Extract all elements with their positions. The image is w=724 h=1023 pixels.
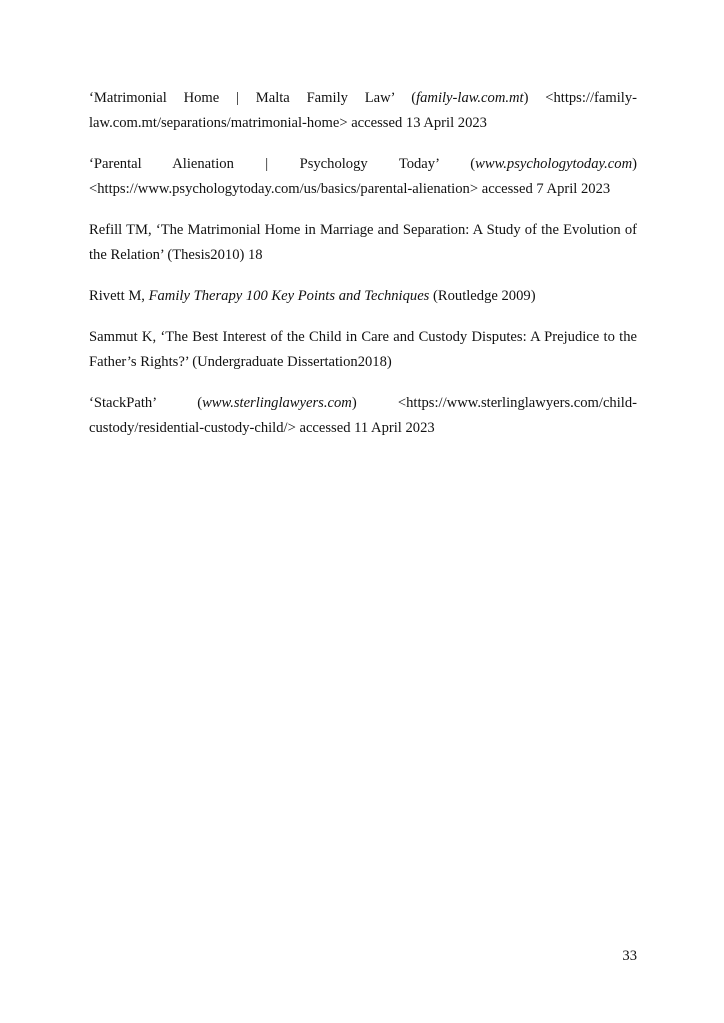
entry-text: Rivett M, xyxy=(89,288,149,304)
entry-text: ‘Matrimonial Home | Malta Family Law’ ( xyxy=(89,90,417,106)
entry-website: www.sterlinglawyers.com xyxy=(202,395,352,411)
bibliography-entry xyxy=(89,325,637,375)
bibliography-entry xyxy=(89,284,637,309)
entry-website: www.psychologytoday.com xyxy=(475,156,633,172)
entry-text: ) <https://www.sterlinglawyers.com/child-custody/residential-custody-child/> accessed 11 April 2023 xyxy=(89,395,637,436)
entry-text: ‘Parental Alienation | Psychology Today’ ( xyxy=(89,156,476,172)
entry-text: ‘StackPath’ ( xyxy=(89,395,203,411)
entry-text: Sammut K, ‘The Best Interest of the Child in Care and Custody Disputes: A Prejudice to the Father’s Rights?’ (Undergraduate Dissertation2018) xyxy=(89,329,637,370)
entry-book-title: Family Therapy 100 Key Points and Techniques xyxy=(148,288,430,304)
entry-text: ) <https://www.psychologytoday.com/us/basics/parental-alienation> accessed 7 April 2023 xyxy=(89,156,637,197)
entry-website: family-law.com.mt xyxy=(416,90,524,106)
page-number: 33 xyxy=(622,948,637,964)
entry-text: (Routledge 2009) xyxy=(429,288,536,304)
bibliography-entry xyxy=(89,391,637,441)
entry-text: Refill TM, ‘The Matrimonial Home in Marriage and Separation: A Study of the Evolution of the Relation’ (Thesis2010) 18 xyxy=(89,222,637,263)
entry-text: ) <https://family-law.com.mt/separations/matrimonial-home> accessed 13 April 2023 xyxy=(89,90,637,131)
bibliography-entry xyxy=(89,218,637,268)
bibliography-entry xyxy=(89,86,637,136)
bibliography-list xyxy=(89,86,637,457)
bibliography-entry xyxy=(89,152,637,202)
